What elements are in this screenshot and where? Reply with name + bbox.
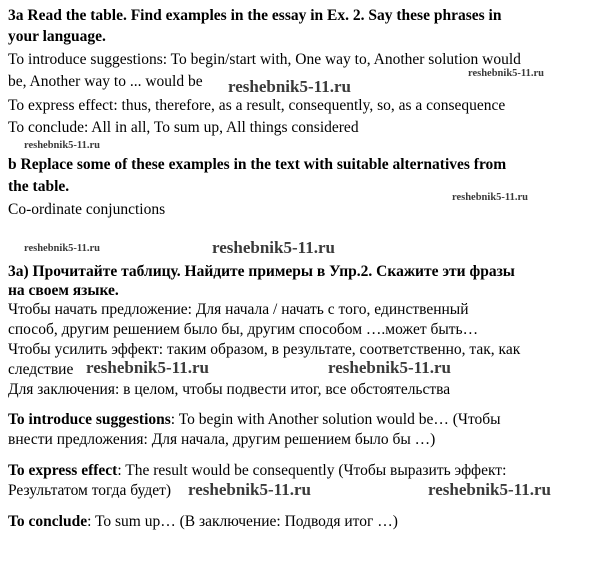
answer-effect-line1 — [8, 461, 506, 481]
task-b-heading-line1: b Replace some of these examples in the text with suitable alternatives from — [8, 156, 507, 173]
watermark: reshebnik5-11.ru — [452, 192, 528, 203]
ru-line1: Чтобы начать предложение: Для начала / начать с того, единственный — [8, 301, 469, 318]
watermark: reshebnik5-11.ru — [86, 358, 209, 377]
watermark: reshebnik5-11.ru — [328, 358, 451, 377]
answer-suggestions-label: To introduce suggestions — [8, 411, 171, 428]
answer-suggestions-line2: внести предложения: Для начала, другим решением было бы …) — [8, 431, 436, 448]
answer-effect-label: To express effect — [8, 462, 118, 479]
ru-line4: следствие — [8, 361, 74, 378]
answer-conclude-line — [8, 512, 398, 532]
watermark: reshebnik5-11.ru — [468, 68, 544, 79]
answer-effect-line2: Результатом тогда будет) — [8, 482, 172, 499]
task-3a-heading-line1: 3a Read the table. Find examples in the essay in Ex. 2. Say these phrases in — [8, 7, 502, 24]
suggestions-line2: be, Another way to ... would be — [8, 73, 203, 90]
watermark: reshebnik5-11.ru — [212, 238, 335, 257]
watermark: reshebnik5-11.ru — [188, 480, 311, 499]
watermark: reshebnik5-11.ru — [24, 243, 100, 254]
suggestions-line1: To introduce suggestions: To begin/start with, One way to, Another solution would — [8, 51, 521, 68]
watermark: reshebnik5-11.ru — [24, 140, 100, 151]
effect-line: To express effect: thus, therefore, as a result, consequently, so, as a consequence — [8, 97, 506, 114]
watermark: reshebnik5-11.ru — [228, 77, 351, 96]
task-3a-heading-line2: your language. — [8, 28, 106, 45]
answer-conclude-label: To conclude — [8, 513, 88, 530]
ru-line5: Для заключения: в целом, чтобы подвести итог, все обстоятельства — [8, 381, 451, 398]
watermark: reshebnik5-11.ru — [428, 480, 551, 499]
task-b-heading-line2: the table. — [8, 178, 70, 195]
coordinate-conjunctions-line: Co-ordinate conjunctions — [8, 201, 166, 218]
answer-conclude-text: : To sum up… (В заключение: Подводя итог …) — [87, 513, 398, 530]
answer-suggestions-text: : To begin with Another solution would be… (Чтобы — [170, 411, 501, 428]
ru-line2: способ, другим решением было бы, другим способом ….может быть… — [8, 321, 479, 338]
task-3a-ru-heading-line2: на своем языке. — [8, 282, 119, 299]
answer-suggestions-line1 — [8, 410, 501, 430]
task-3a-ru-heading-line1: 3а) Прочитайте таблицу. Найдите примеры в Упр.2. Скажите эти фразы — [8, 263, 515, 280]
answer-effect-text: : The result would be consequently (Чтобы выразить эффект: — [117, 462, 507, 479]
conclude-line: To conclude: All in all, To sum up, All things considered — [8, 119, 359, 136]
ru-line3: Чтобы усилить эффект: таким образом, в результате, соответственно, так, как — [8, 341, 521, 358]
